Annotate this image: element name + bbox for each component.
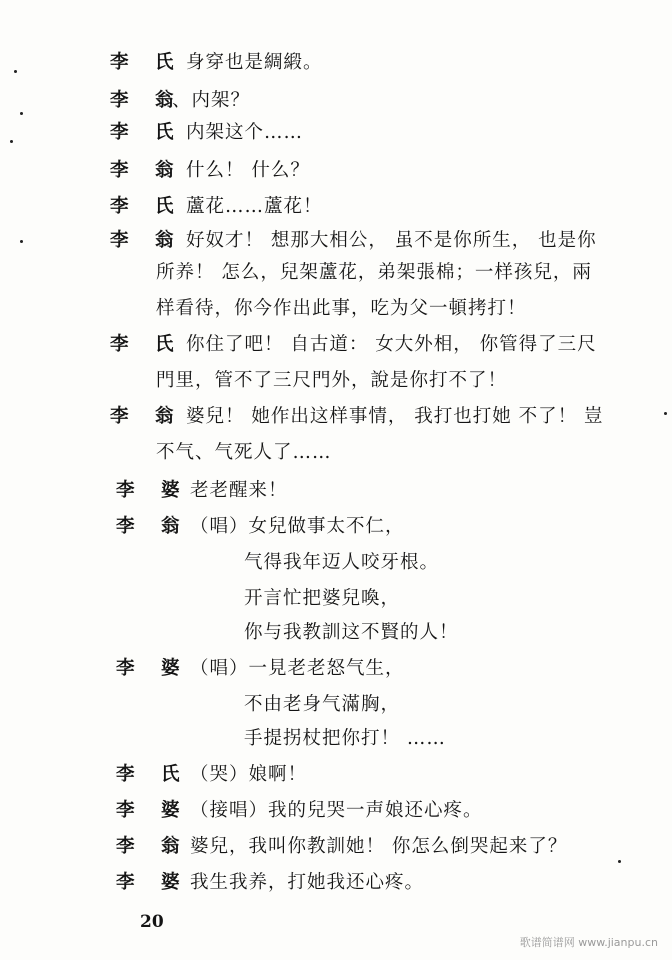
speaker-name: 李 氏 [110, 52, 184, 73]
dialogue-text: （接唱）我的兒哭一声娘还心疼。 [190, 800, 483, 821]
dialogue-text: 身穿也是綢緞。 [186, 52, 323, 73]
dialogue-line [0, 192, 672, 222]
song-line [0, 690, 672, 720]
dialogue-line [0, 654, 672, 684]
dialogue-text: 好奴才！ 想那大相公， 虽不是你所生， 也是你 [186, 230, 597, 251]
dialogue-text: （哭）娘啊！ [190, 764, 308, 785]
dialogue-text: 婆兒！ 她作出这样事情， 我打也打她 不了！ 豈 [186, 406, 604, 427]
speaker-name: 李 氏 [116, 764, 190, 785]
dialogue-text: 样看待，你今作出此事，吃为父一頓拷打！ [156, 298, 527, 319]
dialogue-text: 你与我教訓这不賢的人！ [244, 622, 459, 643]
dialogue-line [0, 760, 672, 790]
dialogue-continuation [0, 294, 672, 324]
dialogue-line [0, 118, 672, 148]
dialogue-text: （唱）女兒做事太不仁， [190, 516, 405, 537]
dialogue-text: 門里，管不了三尺門外，說是你打不了！ [156, 370, 508, 391]
speaker-name: 李 氏 [110, 334, 184, 355]
dialogue-text: 不由老身气滿胸， [244, 694, 401, 715]
speaker-name: 李 婆 [116, 800, 190, 821]
song-line [0, 548, 672, 578]
dialogue-line [0, 226, 672, 256]
dialogue-line [0, 48, 672, 78]
dialogue-text: 所养！ 怎么，兒架蘆花，弟架張棉；一样孩兒，兩 [156, 262, 592, 283]
speaker-name: 李 翁 [110, 90, 184, 111]
watermark: 歌谱简谱网 www.jianpu.cn [519, 936, 658, 949]
dialogue-text: 什么！ 什么？ [186, 160, 310, 181]
song-line [0, 618, 672, 648]
dialogue-line [0, 832, 672, 862]
dialogue-line [0, 512, 672, 542]
dialogue-line [0, 86, 672, 116]
dialogue-text: 老老醒来！ [190, 480, 288, 501]
dialogue-continuation [0, 438, 672, 468]
dialogue-text: 蘆花……蘆花！ [186, 196, 323, 217]
speaker-name: 李 翁 [110, 406, 184, 427]
speaker-name: 李 婆 [116, 658, 190, 679]
speaker-name: 李 婆 [116, 480, 190, 501]
speaker-name: 李 翁 [116, 516, 190, 537]
dialogue-text: 手提拐杖把你打！ …… [244, 728, 446, 749]
dialogue-line [0, 330, 672, 360]
speaker-name: 李 氏 [110, 122, 184, 143]
speaker-name: 李 氏 [110, 196, 184, 217]
dialogue-text: 开言忙把婆兒喚， [244, 588, 401, 609]
speaker-name: 李 翁 [116, 836, 190, 857]
dialogue-line [0, 796, 672, 826]
dialogue-text: 气得我年迈人咬牙根。 [244, 552, 440, 573]
song-line [0, 584, 672, 614]
dialogue-text: 内架这个…… [186, 122, 304, 143]
speaker-name: 李 翁 [110, 160, 184, 181]
speaker-name: 李 婆 [116, 872, 190, 893]
page-number: 20 [140, 912, 164, 932]
dialogue-line [0, 402, 672, 432]
song-line [0, 724, 672, 754]
dialogue-line [0, 476, 672, 506]
dialogue-text: 婆兒，我叫你教訓她！ 你怎么倒哭起来了？ [190, 836, 568, 857]
dialogue-text: （唱）一見老老怒气生， [190, 658, 405, 679]
dialogue-text: 不气、气死人了…… [156, 442, 332, 463]
speaker-name: 李 翁 [110, 230, 184, 251]
dialogue-line [0, 868, 672, 898]
dialogue-text: 你住了吧！ 自古道： 女大外相， 你管得了三尺 [186, 334, 597, 355]
dialogue-continuation [0, 258, 672, 288]
dialogue-continuation [0, 366, 672, 396]
dialogue-text: 、内架？ [172, 90, 251, 111]
dialogue-line [0, 156, 672, 186]
dialogue-text: 我生我养，打她我还心疼。 [190, 872, 425, 893]
